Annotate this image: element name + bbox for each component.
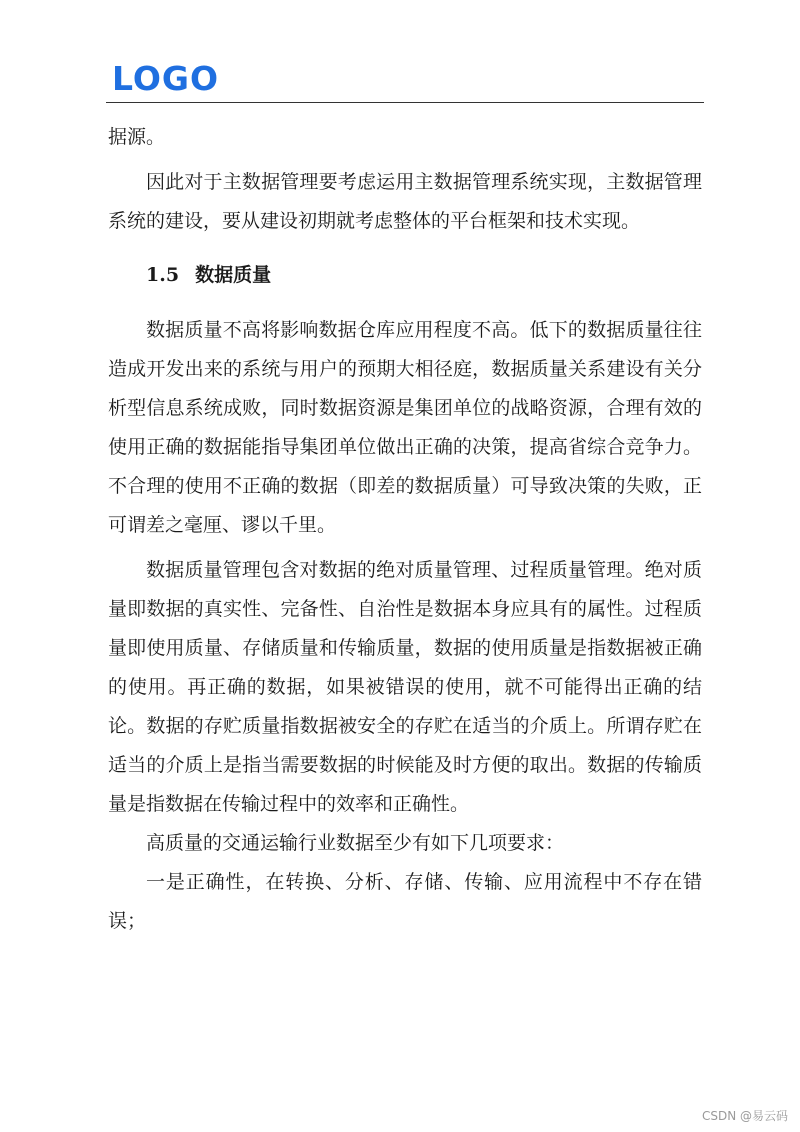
section-heading <box>108 251 702 299</box>
paragraph-data-quality-management: 数据质量管理包含对数据的绝对质量管理、过程质量管理。绝对质量即数据的真实性、完备性、自治性是数据本身应具有的属性。过程质量即使用质量、存储质量和传输质量，数据的使用质量是指数据被正确的使用。再正确的数据，如果被错误的使用，就不可能得出正确的结论。数据的存贮质量指数据被安全的存贮在适当的介质上。所谓存贮在适当的介质上是指当需要数据的时候能及时方便的取出。数据的传输质量是指数据在传输过程中的效率和正确性。 <box>108 559 702 815</box>
page-header <box>106 56 704 103</box>
logo: LOGO <box>112 59 220 98</box>
paragraph-requirement-correctness: 一是正确性，在转换、分析、存储、传输、应用流程中不存在错误； <box>108 871 702 932</box>
paragraph-requirements-intro: 高质量的交通运输行业数据至少有如下几项要求： <box>146 832 565 854</box>
watermark: CSDN @易云码 <box>701 1109 788 1123</box>
document-body <box>108 118 702 941</box>
section-title: 数据质量 <box>195 264 272 286</box>
paragraph-data-quality-impact: 数据质量不高将影响数据仓库应用程度不高。低下的数据质量往往造成开发出来的系统与用户的预期大相径庭，数据质量关系建设有关分析型信息系统成败，同时数据资源是集团单位的战略资源，合理有效的使用正确的数据能指导集团单位做出正确的决策，提高省综合竞争力。不合理的使用不正确的数据（即差的数据质量）可导致决策的失败，正可谓差之毫厘、谬以千里。 <box>108 319 702 536</box>
paragraph-master-data: 因此对于主数据管理要考虑运用主数据管理系统实现，主数据管理系统的建设，要从建设初期就考虑整体的平台框架和技术实现。 <box>108 171 702 232</box>
section-number: 1.5 <box>146 264 180 286</box>
paragraph-continuation: 据源。 <box>108 126 166 148</box>
